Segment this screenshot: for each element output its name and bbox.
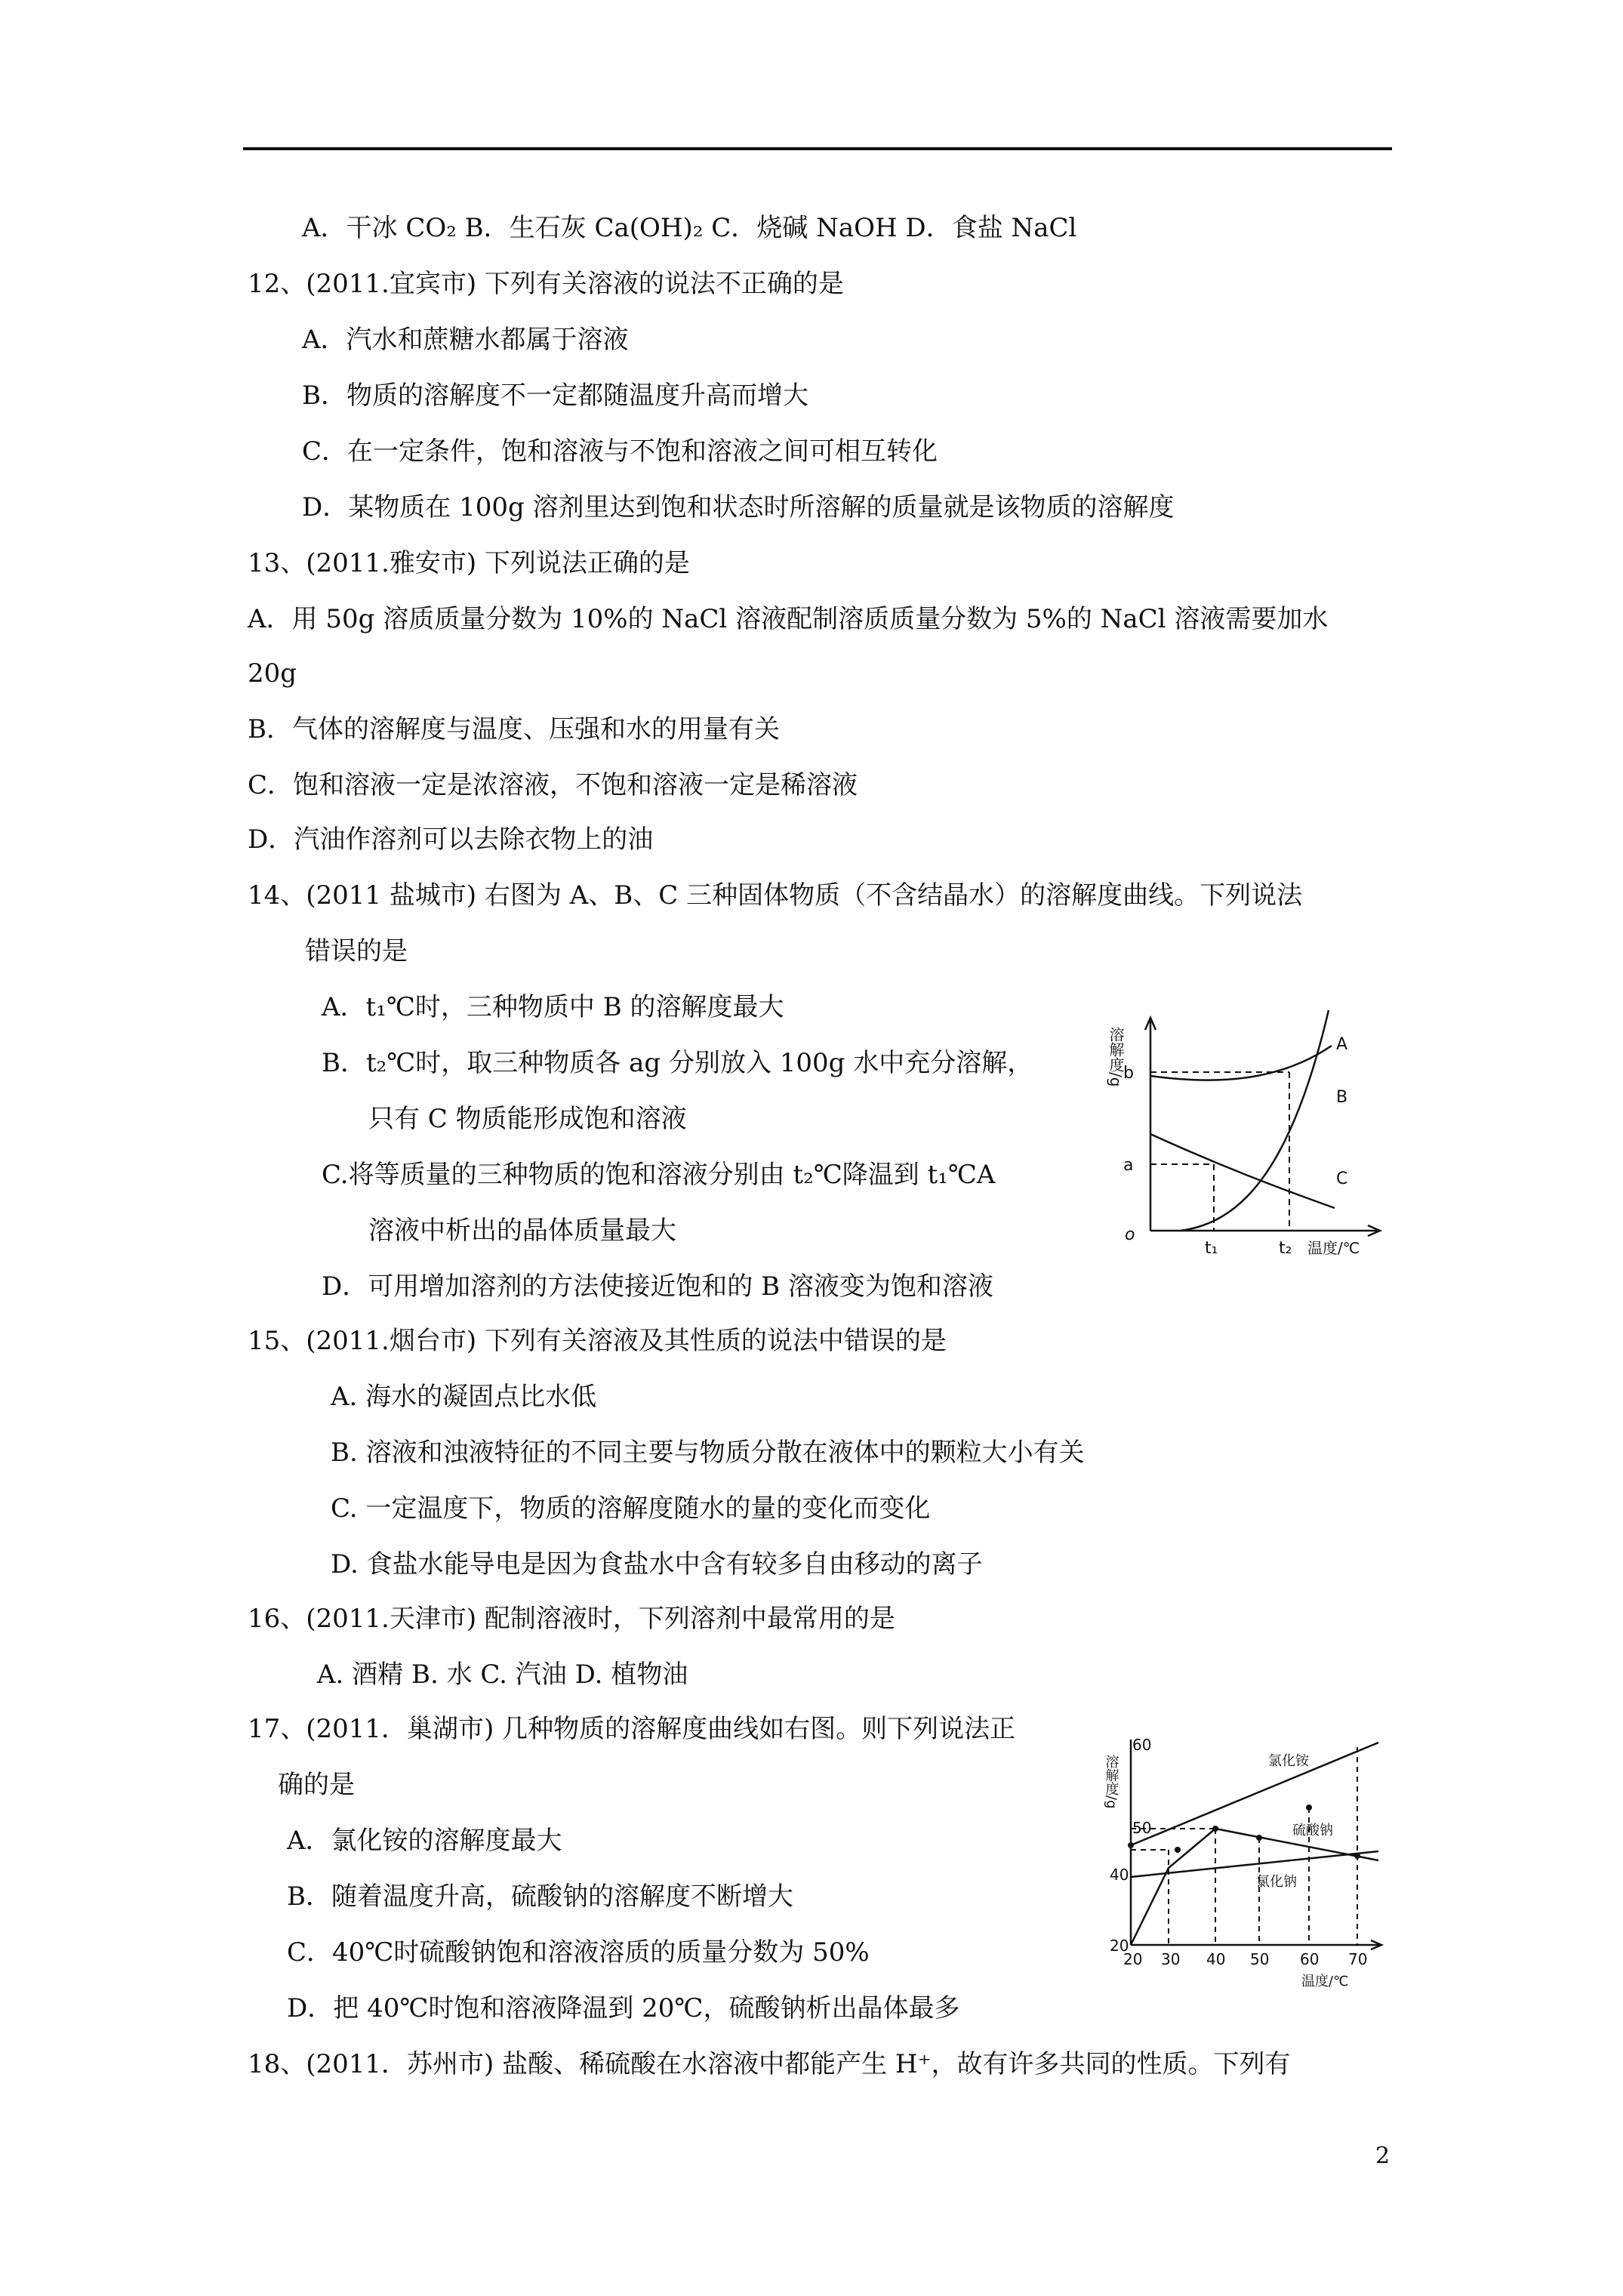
fig2-xtick-30: 30	[1161, 1950, 1181, 1968]
q17-option-d: D．把 40℃时饱和溶液降温到 20℃，硫酸钠析出晶体最多	[287, 1993, 960, 2023]
fig2-ytick-20: 20	[1110, 1937, 1129, 1955]
fig2-ytick-40: 40	[1110, 1866, 1129, 1884]
fig1-mark-t1: t₁	[1205, 1239, 1218, 1258]
q14-stem: 14、(2011 盐城市) 右图为 A、B、C 三种固体物质（不含结晶水）的溶解度曲线。下列说法	[248, 880, 1303, 911]
q17-option-b: B．随着温度升高，硫酸钠的溶解度不断增大	[287, 1881, 793, 1912]
fig2-xtick-40: 40	[1206, 1950, 1226, 1968]
q12-option-c: C．在一定条件，饱和溶液与不饱和溶液之间可相互转化	[302, 436, 938, 467]
q12-option-b: B．物质的溶解度不一定都随温度升高而增大	[302, 381, 808, 411]
q14-option-c: C.将等质量的三种物质的饱和溶液分别由 t₂℃降温到 t₁℃A	[322, 1160, 996, 1190]
q12-stem: 12、(2011.宜宾市) 下列有关溶液的说法不正确的是	[248, 269, 844, 299]
solubility-figure-1	[1108, 1004, 1389, 1261]
q13-option-b: B．气体的溶解度与温度、压强和水的用量有关	[248, 714, 780, 744]
fig2-xlabel: 温度/℃	[1301, 1974, 1349, 1989]
fig2-point	[1256, 1835, 1262, 1841]
q17-stem-cont: 确的是	[278, 1770, 355, 1800]
fig2-ytick-50: 50	[1132, 1819, 1152, 1837]
fig2-xtick-60: 60	[1300, 1950, 1320, 1968]
q16-stem: 16、(2011.天津市) 配制溶液时，下列溶剂中最常用的是	[248, 1604, 895, 1634]
q14-option-b: B．t₂℃时，取三种物质各 ag 分别放入 100g 水中充分溶解，	[322, 1048, 1033, 1078]
fig2-point	[1128, 1842, 1134, 1848]
fig1-xlabel: 温度/℃	[1307, 1239, 1360, 1257]
q15-option-b: B. 溶液和浊液特征的不同主要与物质分散在液体中的颗粒大小有关	[331, 1438, 1085, 1468]
fig2-point	[1175, 1847, 1181, 1853]
q14-option-c-cont: 溶液中析出的晶体质量最大	[368, 1216, 676, 1246]
q17-option-a: A．氯化铵的溶解度最大	[287, 1826, 562, 1856]
q13-stem: 13、(2011.雅安市) 下列说法正确的是	[248, 548, 690, 578]
fig1-curve-b	[1150, 1046, 1332, 1080]
fig2-xtick-70: 70	[1348, 1950, 1368, 1968]
q13-option-a: A．用 50g 溶质质量分数为 10%的 NaCl 溶液配制溶质质量分数为 5%的 NaCl 溶液需要加水	[248, 604, 1329, 634]
page-number: 2	[1375, 2143, 1390, 2169]
fig1-mark-b: b	[1123, 1064, 1134, 1083]
q14-option-b-cont: 只有 C 物质能形成饱和溶液	[368, 1104, 687, 1134]
fig2-xtick-50: 50	[1250, 1950, 1270, 1968]
q16-options: A. 酒精 B. 水 C. 汽油 D. 植物油	[317, 1660, 688, 1690]
fig2-point	[1306, 1804, 1312, 1811]
fig2-point	[1212, 1826, 1218, 1832]
q14-option-d: D．可用增加溶剂的方法使接近饱和的 B 溶液变为饱和溶液	[322, 1271, 993, 1302]
q15-stem: 15、(2011.烟台市) 下列有关溶液及其性质的说法中错误的是	[248, 1326, 947, 1356]
fig1-ylabel: 溶解度/g	[1107, 1027, 1125, 1087]
q15-option-a: A. 海水的凝固点比水低	[331, 1382, 597, 1412]
fig2-xtick-20: 20	[1123, 1950, 1143, 1968]
q14-stem-cont: 错误的是	[305, 936, 408, 966]
q15-option-d: D. 食盐水能导电是因为食盐水中含有较多自由移动的离子	[331, 1549, 983, 1579]
q17-stem: 17、(2011．巢湖市) 几种物质的溶解度曲线如右图。则下列说法正	[248, 1714, 1016, 1744]
q18-stem: 18、(2011．苏州市) 盐酸、稀硫酸在水溶液中都能产生 H⁺，故有许多共同的性质。下列有	[248, 2049, 1291, 2079]
fig2-ytick-60: 60	[1132, 1736, 1152, 1754]
q17-option-c: C．40℃时硫酸钠饱和溶液溶质的质量分数为 50%	[287, 1937, 870, 1968]
solubility-figure-2	[1103, 1732, 1395, 1995]
q11-options: A．干冰 CO₂ B．生石灰 Ca(OH)₂ C．烧碱 NaOH D．食盐 NaCl	[302, 213, 1077, 243]
fig2-label-ammonium-chloride: 氯化铵	[1268, 1753, 1309, 1769]
q12-option-d: D．某物质在 100g 溶剂里达到饱和状态时所溶解的质量就是该物质的溶解度	[302, 492, 1175, 522]
q12-option-a: A．汽水和蔗糖水都属于溶液	[302, 325, 629, 355]
fig2-line-ammonium-chloride	[1131, 1743, 1378, 1845]
fig1-curve-c	[1150, 1134, 1335, 1208]
fig1-mark-t2: t₂	[1279, 1239, 1292, 1258]
q15-option-c: C. 一定温度下，物质的溶解度随水的量的变化而变化	[331, 1493, 931, 1524]
q13-option-d: D．汽油作溶剂可以去除衣物上的油	[248, 824, 654, 855]
fig1-label-c: C	[1336, 1170, 1348, 1188]
fig1-label-a: A	[1336, 1035, 1348, 1054]
q14-option-a: A．t₁℃时，三种物质中 B 的溶解度最大	[322, 992, 784, 1022]
fig1-mark-a: a	[1123, 1156, 1134, 1175]
fig1-label-b: B	[1336, 1088, 1348, 1107]
fig1-origin: o	[1125, 1225, 1135, 1244]
fig2-label-sodium-chloride: 氯化钠	[1256, 1874, 1297, 1890]
header-rule	[243, 147, 1392, 150]
q13-option-a-cont: 20g	[248, 658, 297, 689]
q13-option-c: C．饱和溶液一定是浓溶液，不饱和溶液一定是稀溶液	[248, 770, 858, 800]
fig2-line-sodium-sulfate	[1131, 1829, 1378, 1945]
fig2-label-sodium-sulfate: 硫酸钠	[1292, 1823, 1333, 1838]
fig2-ylabel: 溶解度/g	[1103, 1755, 1119, 1809]
fig2-point	[1354, 1853, 1360, 1859]
